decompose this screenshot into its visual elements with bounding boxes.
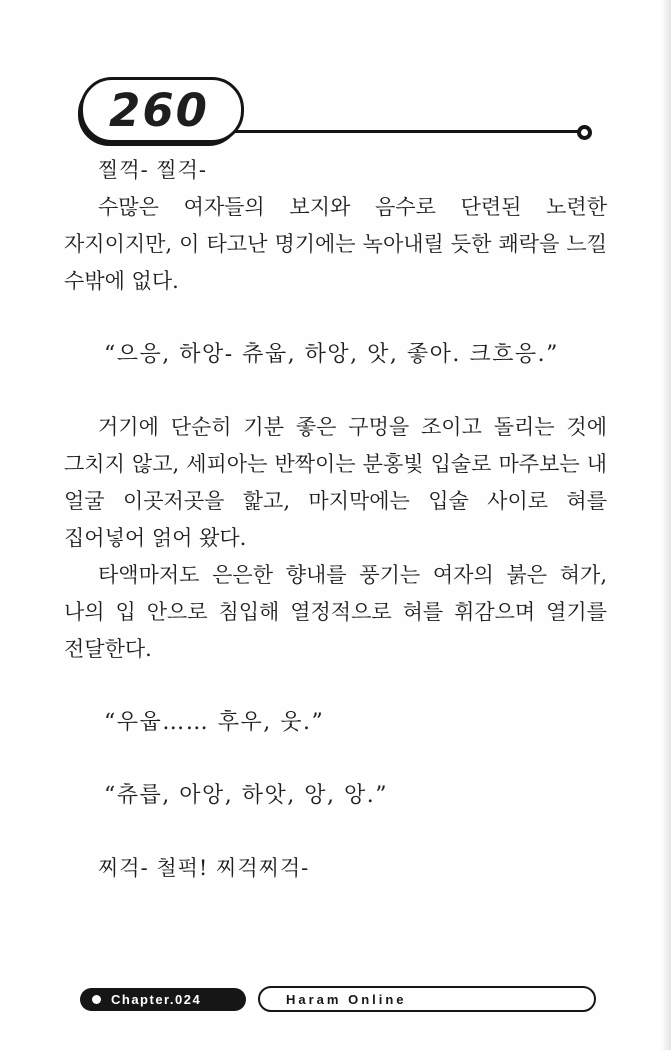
paragraph-sfx: 찔꺽- 찔걱- [98,158,208,182]
header-rule [235,130,578,133]
paragraph-body: 수많은 여자들의 보지와 음수로 단련된 노련한 자지이지만, 이 타고난 명기에는 녹아내릴 듯한 쾌락을 느낄 수밖에 없다. [64,195,607,293]
scan-edge-shadow [661,0,671,1050]
paragraph-dialogue: “우웁…… 후우, 웃.” [104,710,325,735]
book-title-label: Haram Online [286,991,407,1007]
paragraph-sfx: 찌걱- 철퍽! 찌걱찌걱- [98,856,310,880]
book-title-badge [258,986,596,1012]
chapter-label: Chapter.024 [111,992,202,1007]
paragraph-dialogue: “츄릅, 아앙, 하앗, 앙, 앙.” [104,783,388,808]
header-ring-ornament [577,125,592,140]
paragraph-body: 거기에 단순히 기분 좋은 구멍을 조이고 돌리는 것에 그치지 않고, 세피아는 반짝이는 분홍빛 입술로 마주보는 내 얼굴 이곳저곳을 핥고, 마지막에는 입술 사이로 혀를 집어넣어 얽어 왔다. [64,415,607,550]
page-footer [0,984,671,1024]
page-header [0,0,671,150]
paragraph-body: 타액마저도 은은한 향내를 풍기는 여자의 붉은 혀가, 나의 입 안으로 침입해 열정적으로 혀를 휘감으며 열기를 전달한다. [64,563,607,661]
page-number-badge [80,77,244,143]
text-area [64,152,607,887]
page-number: 260 [109,83,209,137]
chapter-badge [80,988,246,1011]
paragraph-dialogue: “으응, 하앙- 츄웁, 하앙, 앗, 좋아. 크흐응.” [104,342,559,367]
bullet-dot-icon [92,995,101,1004]
